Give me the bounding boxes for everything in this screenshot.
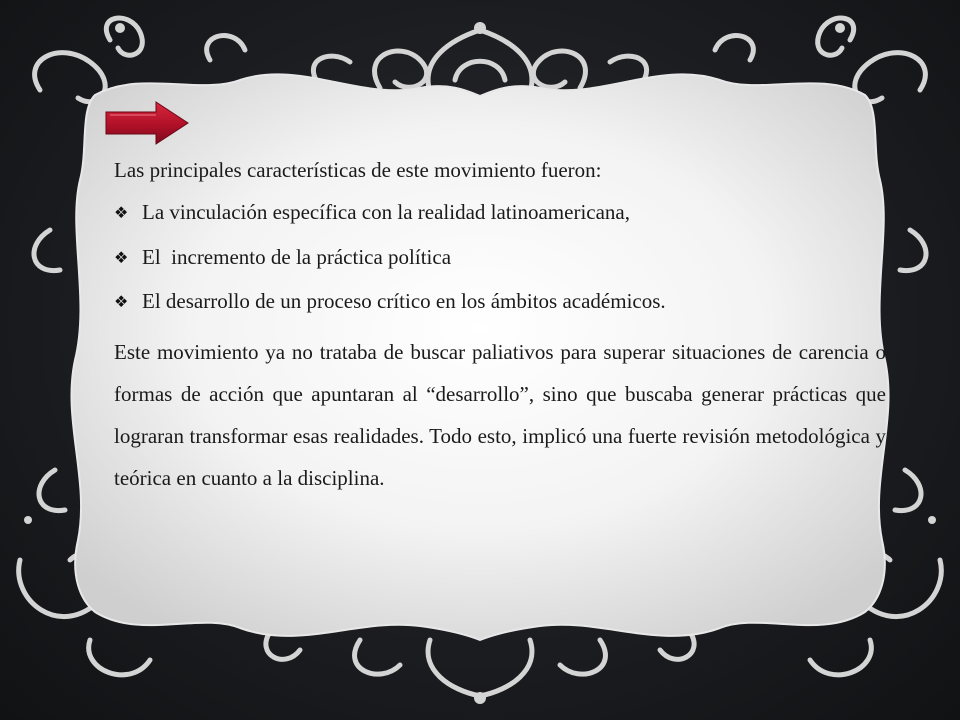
list-item <box>114 198 886 226</box>
diamond-bullet-icon: ❖ <box>114 203 129 223</box>
body-paragraph: Este movimiento ya no trataba de buscar paliativos para superar situaciones de carencia o formas de acción que apuntaran al “desarrollo”, sino que buscaba generar prácticas que lograran transformar esas realidades. Todo esto, implicó una fuerte revisión metodológica y teórica en cuanto a la disciplina. <box>114 340 886 491</box>
bullet-text: El incremento de la práctica política <box>142 244 452 269</box>
bullet-text: El desarrollo de un proceso crítico en los ámbitos académicos. <box>142 289 666 314</box>
diamond-bullet-icon: ❖ <box>114 247 129 267</box>
slide-content <box>114 156 886 499</box>
intro-text: Las principales características de este movimiento fueron: <box>114 158 602 182</box>
list-item <box>114 243 886 271</box>
bullet-list <box>114 198 886 315</box>
bullet-text: La vinculación específica con la realidad latinoamericana, <box>142 200 630 225</box>
list-item <box>114 287 886 315</box>
red-right-arrow-icon <box>104 100 190 146</box>
diamond-bullet-icon: ❖ <box>114 292 129 312</box>
